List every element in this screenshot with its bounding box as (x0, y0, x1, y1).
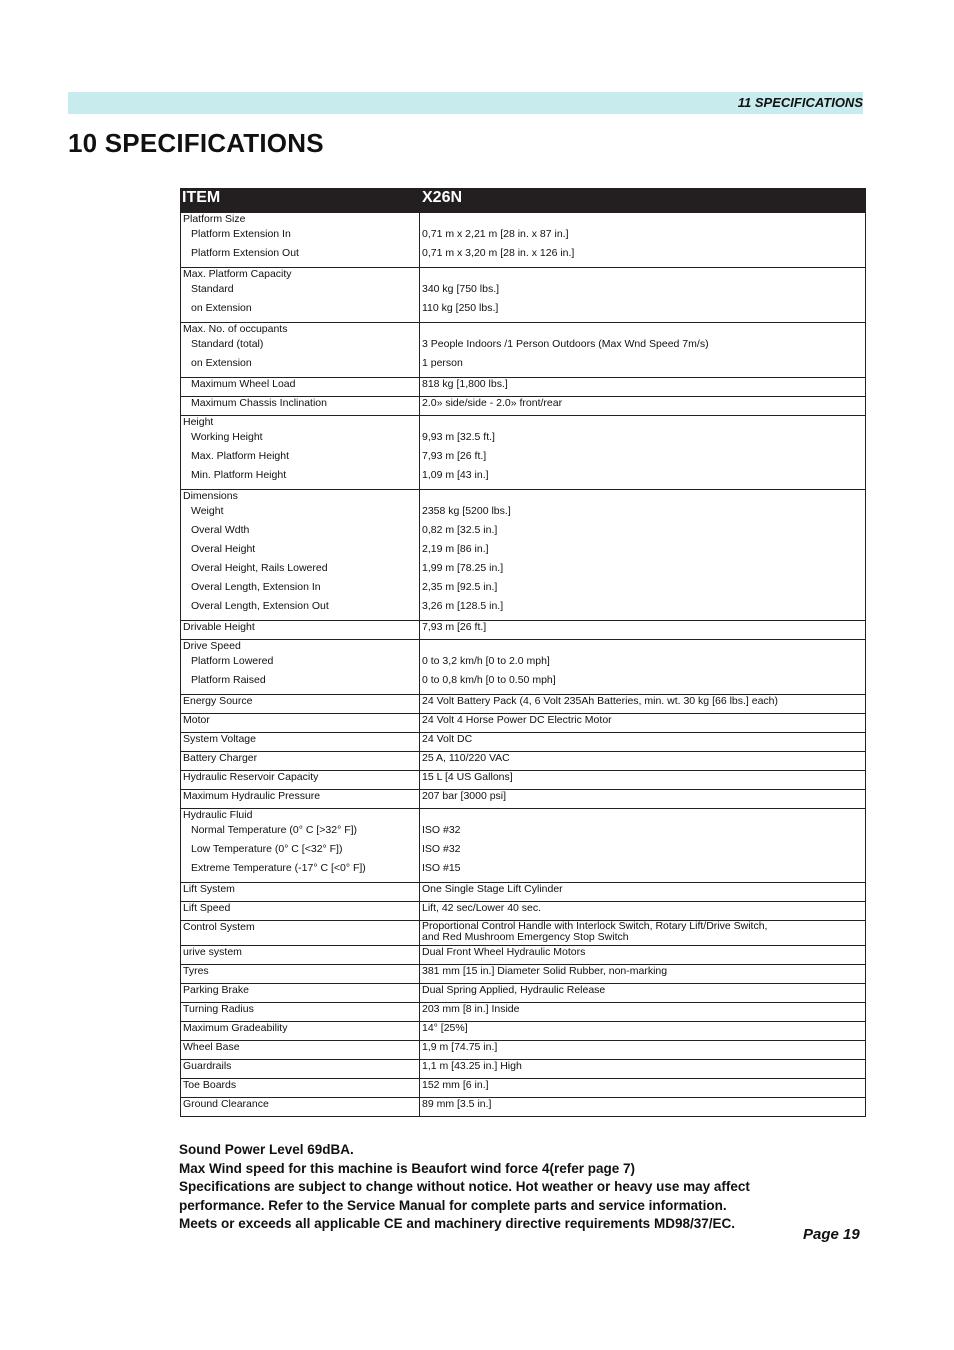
spec-value: 0,71 m x 2,21 m [28 in. x 87 in.] (422, 228, 569, 240)
spec-label: Lift System (183, 883, 235, 895)
spec-label: Parking Brake (183, 984, 249, 996)
spec-label: Drivable Height (183, 621, 255, 633)
note-wind-speed: Max Wind speed for this machine is Beaufort wind force 4(refer page 7) (179, 1160, 635, 1176)
spec-group-heading: Dimensions (183, 490, 238, 502)
spec-value: 24 Volt Battery Pack (4, 6 Volt 235Ah Batteries, min. wt. 30 kg [66 lbs.] each) (422, 695, 779, 707)
column-header-model: X26N (422, 189, 463, 206)
spec-value-cell (420, 1022, 865, 1040)
spec-label-cell (181, 397, 420, 415)
table-body (180, 213, 866, 1117)
spec-group (181, 377, 865, 396)
spec-label: Platform Raised (191, 674, 266, 686)
spec-label-cell (181, 902, 420, 920)
spec-label-cell (181, 1003, 420, 1021)
spec-label-cell (181, 752, 420, 770)
spec-value-cell (420, 790, 865, 808)
spec-value: 1,09 m [43 in.] (422, 469, 489, 481)
spec-label: Working Height (191, 431, 263, 443)
spec-value-cell (420, 752, 865, 770)
spec-group-heading-spacer (420, 213, 865, 225)
spec-value: 24 Volt DC (422, 733, 473, 745)
spec-group-heading: Max. Platform Capacity (183, 268, 292, 280)
spec-label-cell (181, 921, 420, 945)
spec-label: Weight (191, 505, 224, 517)
spec-label: Overal Length, Extension Out (191, 600, 329, 612)
spec-value-cell (420, 733, 865, 751)
spec-group-heading-spacer (420, 809, 865, 821)
spec-value: 9,93 m [32.5 ft.] (422, 431, 495, 443)
spec-label: Normal Temperature (0° C [>32° F]) (191, 824, 358, 836)
spec-label-cell (181, 378, 420, 396)
spec-label: Overal Height, Rails Lowered (191, 562, 328, 574)
spec-label: Low Temperature (0° C [<32° F]) (191, 843, 343, 855)
spec-group (181, 694, 865, 713)
spec-group-heading-spacer (420, 268, 865, 280)
spec-label-cell (181, 809, 420, 882)
spec-value: 0 to 3,2 km/h [0 to 2.0 mph] (422, 655, 550, 667)
spec-label: Platform Extension In (191, 228, 291, 240)
spec-value: 2,35 m [92.5 in.] (422, 581, 498, 593)
spec-group (181, 1040, 865, 1059)
spec-value-cell (420, 378, 865, 396)
spec-label: Battery Charger (183, 752, 258, 764)
spec-label: Platform Lowered (191, 655, 274, 667)
spec-value-cell (420, 695, 865, 713)
spec-value: ISO #15 (422, 862, 461, 874)
spec-value-line2: and Red Mushroom Emergency Stop Switch (422, 931, 629, 943)
spec-group-heading-spacer (420, 490, 865, 502)
spec-group-heading: Hydraulic Fluid (183, 809, 253, 821)
spec-value-cell (420, 397, 865, 415)
spec-value: Proportional Control Handle with Interlock Switch, Rotary Lift/Drive Switch, (422, 920, 768, 932)
page-number: Page 19 (803, 1226, 860, 1243)
spec-value: 0,82 m [32.5 in.] (422, 524, 498, 536)
spec-label-cell (181, 1060, 420, 1078)
spec-value: 381 mm [15 in.] Diameter Solid Rubber, non-marking (422, 965, 668, 977)
spec-group (181, 1097, 865, 1116)
spec-value-cell (420, 921, 865, 945)
spec-value-cell (420, 323, 865, 377)
spec-value: 818 kg [1,800 lbs.] (422, 378, 508, 390)
spec-group (181, 808, 865, 882)
spec-value: 89 mm [3.5 in.] (422, 1098, 492, 1110)
spec-group (181, 964, 865, 983)
spec-group (181, 213, 865, 267)
spec-label: Guardrails (183, 1060, 232, 1072)
spec-value: 203 mm [8 in.] Inside (422, 1003, 520, 1015)
spec-group (181, 882, 865, 901)
spec-label: Overal Height (191, 543, 256, 555)
spec-label: Platform Extension Out (191, 247, 299, 259)
spec-value: Dual Front Wheel Hydraulic Motors (422, 946, 586, 958)
spec-label-cell (181, 1041, 420, 1059)
spec-value: 1,99 m [78.25 in.] (422, 562, 504, 574)
spec-group (181, 751, 865, 770)
spec-label: Maximum Gradeability (183, 1022, 288, 1034)
spec-label: Standard (191, 283, 234, 295)
spec-label-cell (181, 1079, 420, 1097)
spec-label-cell (181, 984, 420, 1002)
spec-label: Maximum Hydraulic Pressure (183, 790, 321, 802)
spec-group (181, 322, 865, 377)
spec-label: System Voltage (183, 733, 256, 745)
spec-group-heading: Platform Size (183, 213, 246, 225)
spec-group-heading-spacer (420, 640, 865, 652)
spec-label-cell (181, 771, 420, 789)
spec-label: Overal Wdth (191, 524, 250, 536)
spec-value: 0 to 0,8 km/h [0 to 0.50 mph] (422, 674, 556, 686)
spec-value-cell (420, 640, 865, 694)
spec-value-cell (420, 1079, 865, 1097)
spec-label: Overal Length, Extension In (191, 581, 321, 593)
note-spec-change: Specifications are subject to change without notice. Hot weather or heavy use may affect performance. Refer to the Service Manual for complete parts and service information. (179, 1179, 750, 1213)
spec-value-cell (420, 714, 865, 732)
spec-value: 25 A, 110/220 VAC (422, 752, 510, 764)
note-ce-compliance: Meets or exceeds all applicable CE and machinery directive requirements MD98/37/EC. (179, 1216, 735, 1231)
spec-label: Wheel Base (183, 1041, 240, 1053)
spec-value: 207 bar [3000 psi] (422, 790, 507, 802)
column-header-item: ITEM (182, 189, 221, 206)
spec-group-heading-spacer (420, 323, 865, 335)
spec-value: 14° [25%] (422, 1022, 468, 1034)
spec-group (181, 789, 865, 808)
table-header (180, 188, 866, 213)
spec-value-cell (420, 268, 865, 322)
spec-value: 0,71 m x 3,20 m [28 in. x 126 in.] (422, 247, 575, 259)
spec-label: Lift Speed (183, 902, 231, 914)
spec-value-cell (420, 965, 865, 983)
spec-label-cell (181, 946, 420, 964)
spec-value: 7,93 m [26 ft.] (422, 450, 487, 462)
spec-label: Max. Platform Height (191, 450, 290, 462)
spec-label: Hydraulic Reservoir Capacity (183, 771, 319, 783)
spec-value-cell (420, 946, 865, 964)
spec-value: 24 Volt 4 Horse Power DC Electric Motor (422, 714, 612, 726)
spec-value: 152 mm [6 in.] (422, 1079, 489, 1091)
spec-group (181, 415, 865, 489)
spec-group (181, 396, 865, 415)
spec-label: Maximum Wheel Load (191, 378, 296, 390)
spec-label-cell (181, 323, 420, 377)
spec-value: Dual Spring Applied, Hydraulic Release (422, 984, 606, 996)
spec-group (181, 1059, 865, 1078)
spec-label-cell (181, 733, 420, 751)
spec-label-cell (181, 640, 420, 694)
spec-label-cell (181, 268, 420, 322)
spec-value: One Single Stage Lift Cylinder (422, 883, 563, 895)
spec-value-cell (420, 213, 865, 267)
spec-label: Energy Source (183, 695, 253, 707)
header-band (68, 92, 863, 114)
spec-label: Control System (183, 921, 255, 933)
spec-value: ISO #32 (422, 824, 461, 836)
spec-label: Motor (183, 714, 210, 726)
spec-value-cell (420, 1003, 865, 1021)
spec-group (181, 639, 865, 694)
section-header-label: 11 SPECIFICATIONS (737, 95, 863, 110)
spec-group (181, 1021, 865, 1040)
spec-group (181, 1002, 865, 1021)
spec-value: 2,19 m [86 in.] (422, 543, 489, 555)
spec-label: Extreme Temperature (-17° C [<0° F]) (191, 862, 366, 874)
spec-label-cell (181, 965, 420, 983)
spec-value: 1 person (422, 357, 463, 369)
spec-value-cell (420, 416, 865, 489)
spec-value: 1,9 m [74.75 in.] (422, 1041, 498, 1053)
spec-group (181, 770, 865, 789)
spec-label: on Extension (191, 357, 252, 369)
spec-group (181, 1078, 865, 1097)
spec-group-heading: Height (183, 416, 214, 428)
spec-value: 3,26 m [128.5 in.] (422, 600, 504, 612)
spec-group (181, 713, 865, 732)
spec-label: Toe Boards (183, 1079, 237, 1091)
spec-value-cell (420, 1041, 865, 1059)
spec-group-heading: Max. No. of occupants (183, 323, 288, 335)
spec-value: 2.0» side/side - 2.0» front/rear (422, 397, 563, 409)
spec-group (181, 920, 865, 945)
spec-label: Tyres (183, 965, 209, 977)
spec-label-cell (181, 621, 420, 639)
spec-label: Turning Radius (183, 1003, 254, 1015)
spec-label-cell (181, 714, 420, 732)
spec-label-cell (181, 490, 420, 620)
spec-group (181, 901, 865, 920)
spec-label-cell (181, 790, 420, 808)
spec-value-cell (420, 1098, 865, 1116)
spec-group (181, 732, 865, 751)
spec-label: Standard (total) (191, 338, 264, 350)
spec-group (181, 267, 865, 322)
spec-value: ISO #32 (422, 843, 461, 855)
spec-value: 2358 kg [5200 lbs.] (422, 505, 511, 517)
spec-label-cell (181, 695, 420, 713)
spec-value: 15 L [4 US Gallons] (422, 771, 513, 783)
spec-label: Ground Clearance (183, 1098, 269, 1110)
spec-value-cell (420, 490, 865, 620)
spec-value: 3 People Indoors /1 Person Outdoors (Max Wnd Speed 7m/s) (422, 338, 709, 350)
spec-label-cell (181, 416, 420, 489)
spec-group (181, 945, 865, 964)
spec-label-cell (181, 1022, 420, 1040)
spec-label-cell (181, 883, 420, 901)
notes-block (179, 1141, 829, 1234)
spec-value-cell (420, 621, 865, 639)
spec-group (181, 983, 865, 1002)
spec-label: urive system (183, 946, 242, 958)
spec-group-heading-spacer (420, 416, 865, 428)
note-sound-level: Sound Power Level 69dBA. (179, 1142, 354, 1157)
spec-value-cell (420, 1060, 865, 1078)
spec-label-cell (181, 1098, 420, 1116)
spec-group-heading: Drive Speed (183, 640, 241, 652)
spec-value-cell (420, 902, 865, 920)
page-title: 10 SPECIFICATIONS (68, 128, 324, 158)
spec-label: Maximum Chassis Inclination (191, 397, 327, 409)
spec-value-cell (420, 984, 865, 1002)
spec-value-cell (420, 809, 865, 882)
spec-value: 7,93 m [26 ft.] (422, 621, 487, 633)
spec-value: 340 kg [750 lbs.] (422, 283, 500, 295)
spec-value-cell (420, 771, 865, 789)
spec-value: 1,1 m [43.25 in.] High (422, 1060, 522, 1072)
spec-label-cell (181, 213, 420, 267)
spec-label: on Extension (191, 302, 252, 314)
spec-label: Min. Platform Height (191, 469, 287, 481)
spec-group (181, 620, 865, 639)
spec-value-cell (420, 883, 865, 901)
spec-value: Lift, 42 sec/Lower 40 sec. (422, 902, 542, 914)
spec-group (181, 489, 865, 620)
spec-value: 110 kg [250 lbs.] (422, 302, 499, 314)
spec-table (180, 188, 866, 1117)
